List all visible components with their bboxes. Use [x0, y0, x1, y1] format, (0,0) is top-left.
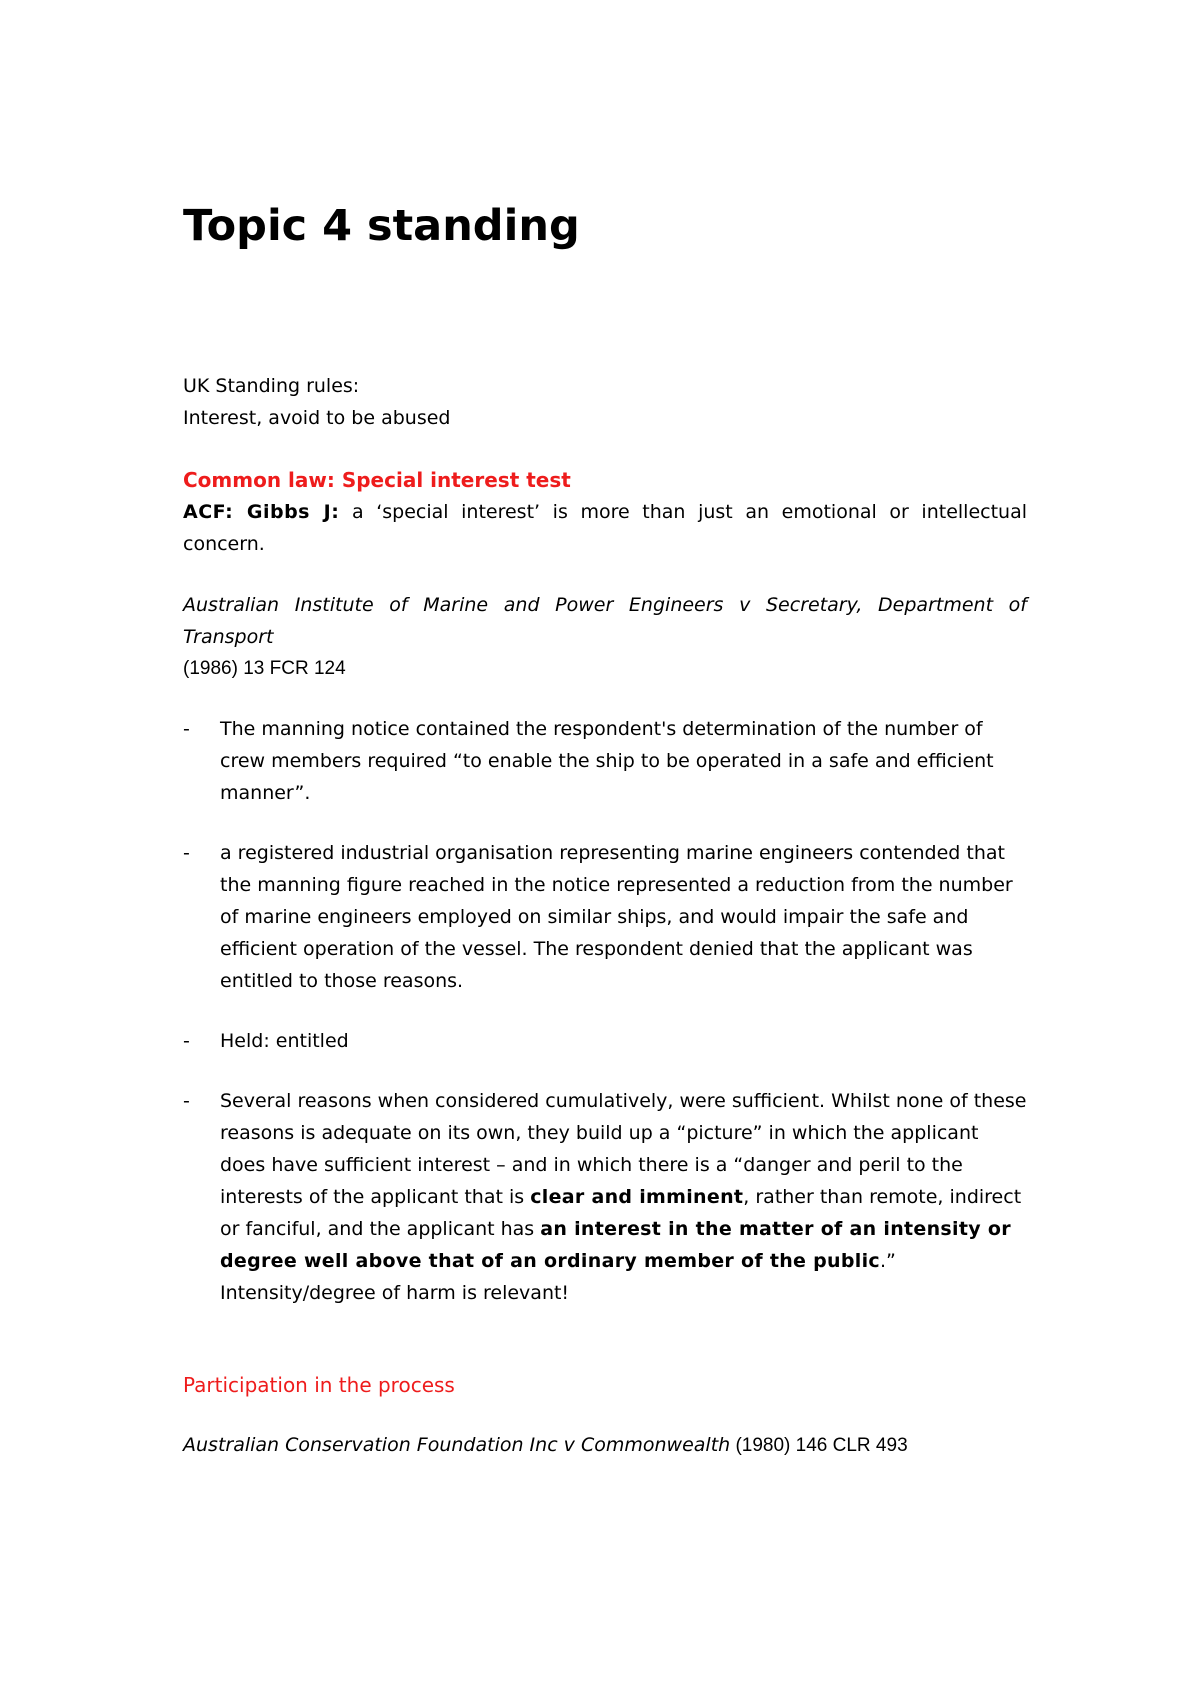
list-item — [183, 713, 1027, 809]
acf-gibbs-paragraph — [183, 496, 1027, 560]
case-citation-acf: (1980) 146 CLR 493 — [730, 1435, 908, 1456]
bullet-text: The manning notice contained the respondent's determination of the number of crew members required “to enable the ship to be operated in a safe and efficient manner”. — [220, 718, 994, 804]
uk-standing-rules — [183, 370, 1027, 434]
case-citation-marine-engineers: (1986) 13 FCR 124 — [183, 658, 346, 679]
case-acf-commonwealth — [183, 1429, 1027, 1462]
bullet-text: a registered industrial organisation representing marine engineers contended that the manning figure reached in the notice represented a reduction from the number of marine engineers employed on similar ships, and would impair the safe and efficient operation of the vessel. The respondent denied that the applicant was entitled to those reasons. — [220, 842, 1013, 992]
bullet-text — [220, 1090, 1026, 1304]
list-item — [183, 1085, 1027, 1309]
section-heading-participation: Participation in the process — [183, 1373, 455, 1397]
bullet-dash: - — [183, 1090, 190, 1112]
bullet4-bold-clear-imminent: clear and imminent — [530, 1186, 744, 1208]
bullet-text: Held: entitled — [220, 1030, 349, 1052]
uk-rules-text: Interest, avoid to be abused — [183, 407, 451, 429]
bullet4-text-part2: , rather than remote, indirect or fanciful, and the applicant has — [220, 1186, 1022, 1240]
bullet-dash: - — [183, 1030, 190, 1052]
acf-lead: ACF: Gibbs J: — [183, 501, 340, 523]
bullet-dash: - — [183, 842, 190, 864]
case-title-marine-engineers: Australian Institute of Marine and Power Engineers v Secretary, Department of Transport — [183, 594, 1027, 648]
bullet4-text-part3: .” Intensity/degree of harm is relevant! — [220, 1250, 896, 1304]
case-title-acf: Australian Conservation Foundation Inc v Commonwealth — [183, 1434, 731, 1456]
section-heading-common-law: Common law: Special interest test — [183, 468, 571, 492]
uk-rules-label: UK Standing rules: — [183, 375, 360, 397]
list-item — [183, 837, 1027, 997]
case-facts-list — [183, 713, 1027, 1309]
bullet-dash: - — [183, 718, 190, 740]
list-item — [183, 1025, 1027, 1057]
bullet4-text-part1: Several reasons when considered cumulatively, were sufficient. Whilst none of these reasons is adequate on its own, they build up a “picture” in which the applicant does have sufficient interest – and in which there is a “danger and peril to the interests of the applicant that is — [220, 1090, 1027, 1208]
document-page — [183, 196, 1027, 1462]
bullet4-bold-intensity: an interest in the matter of an intensity or degree well above that of an ordinary member of the public — [220, 1218, 1011, 1272]
acf-text: a ‘special interest’ is more than just an emotional or intellectual concern. — [183, 501, 1027, 555]
page-title: Topic 4 standing — [183, 201, 580, 251]
